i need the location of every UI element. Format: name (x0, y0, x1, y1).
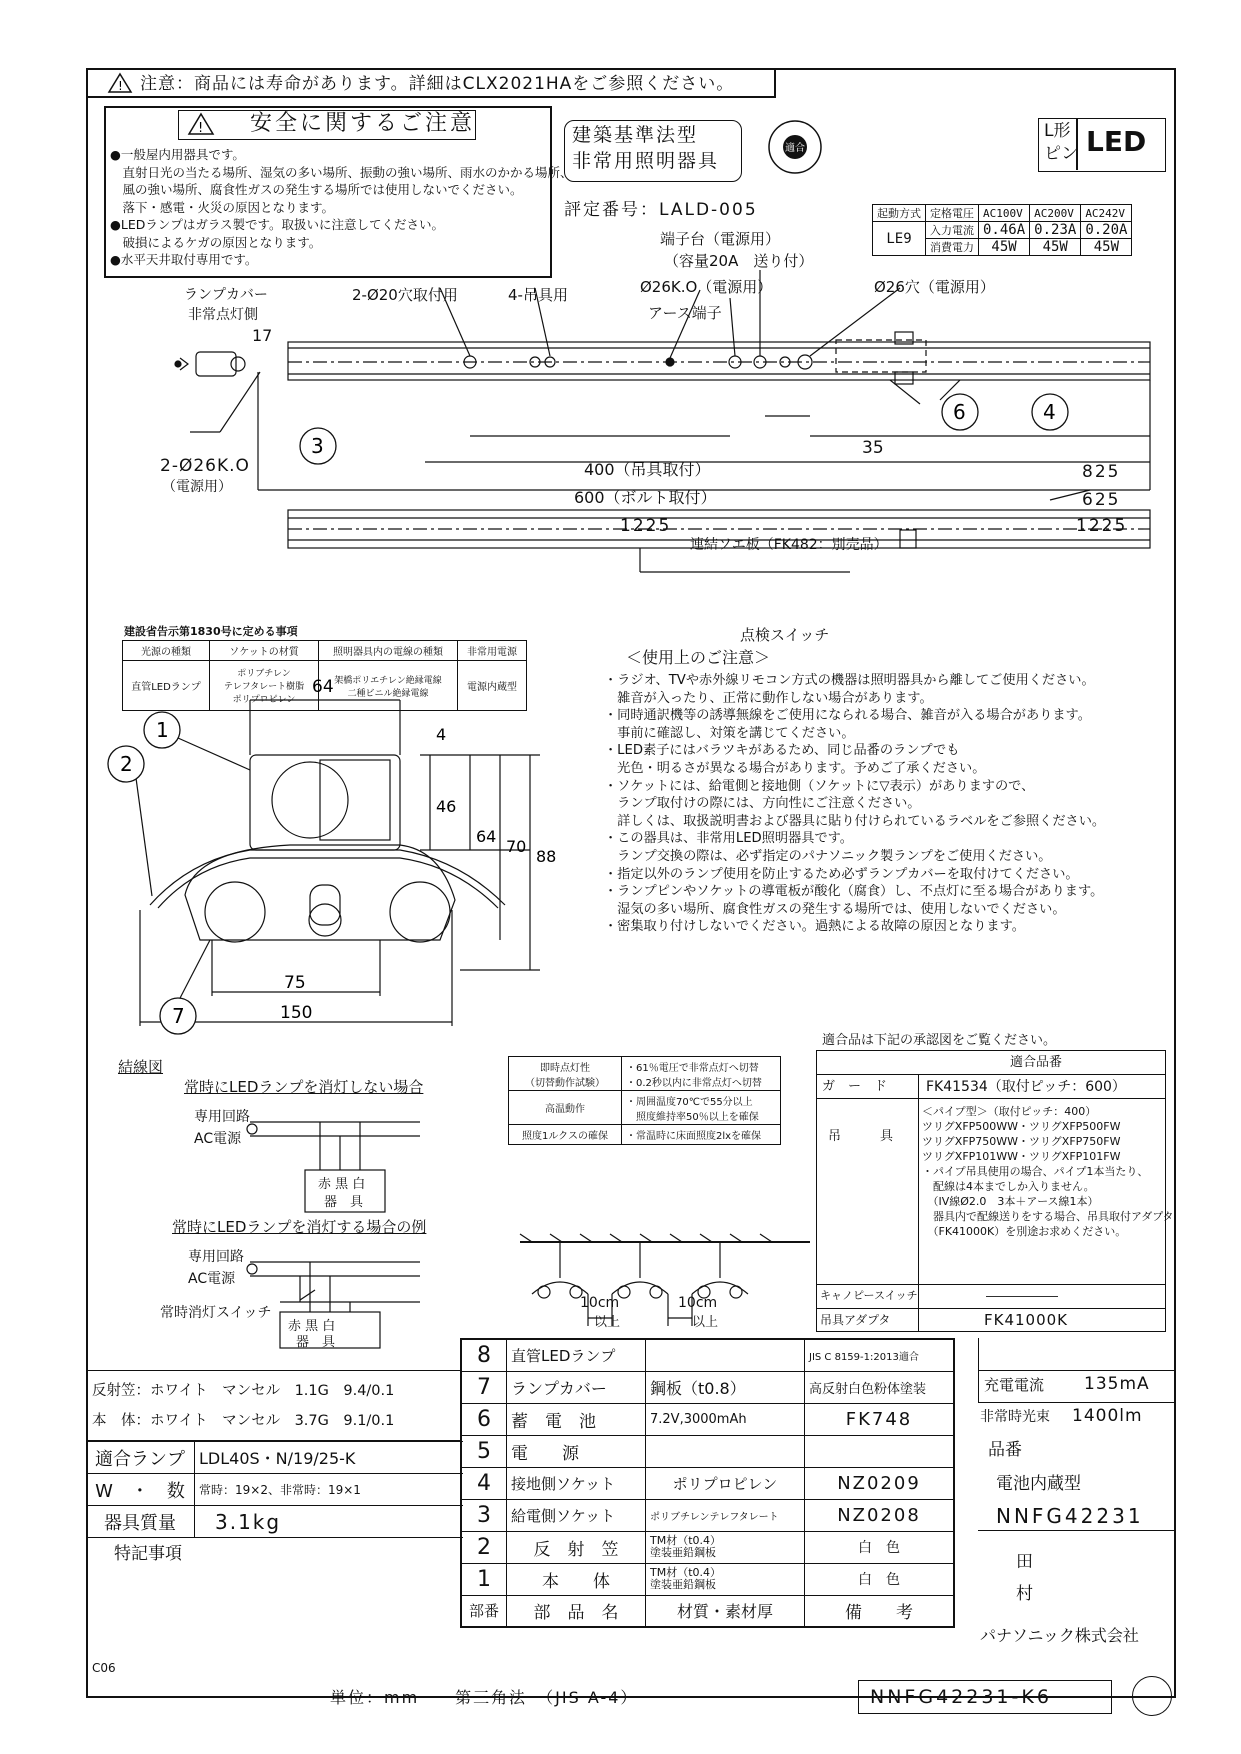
warning-icon (188, 113, 214, 139)
dim-d4: 4 (436, 725, 447, 744)
dim-w64: 64 (312, 677, 334, 697)
flux-label: 非常時光束 (980, 1409, 1050, 1425)
earth-terminal-label: アース端子 (648, 304, 722, 322)
callout-7-label: 7 (172, 1004, 185, 1028)
hanger-label: 吊 具 (828, 1129, 894, 1144)
part-name: 直管LEDランプ (507, 1339, 646, 1371)
spec-cell: 0.20A (1081, 222, 1132, 239)
lamp-type-label-2: ピン (1044, 144, 1078, 164)
part-material: TM材（t0.4） 塗装亜鉛鋼板 (646, 1531, 805, 1563)
spec-header: 定格電圧 (926, 205, 979, 222)
spec-row-label: 入力電流 (926, 222, 979, 239)
led-logo: LED (1086, 125, 1147, 158)
hanger-line: ツリグXFP500WW・ツリグXFP500FW (922, 1120, 1121, 1133)
usage-line: ランプ取付けの際には、方向性にご注意ください。 (604, 796, 921, 812)
usage-line: ・指定以外のランプ使用を防止するため必ずランプカバーを取付けてください。 (604, 866, 1079, 882)
drawing-number: NNFG42231-K6 (870, 1686, 1052, 1708)
dim-d64: 64 (476, 827, 497, 846)
spec-header: AC200V (1030, 205, 1081, 222)
spec-cell: 45W (1081, 239, 1132, 256)
dim-600: 600（ボルト取付） (574, 488, 717, 507)
dim-400: 400（吊具取付） (584, 460, 711, 479)
knockout-power-label: Ø26K.O（電源用） (640, 278, 773, 296)
part-name: 反 射 笠 (507, 1531, 646, 1563)
terminal-block-label: 端子台（電源用） (660, 230, 781, 248)
safety-line: 落下・感電・火災の原因となります。 (110, 199, 335, 215)
lamp-label: 適合ランプ (86, 1442, 195, 1474)
safety-line: 破損によるケガの原因となります。 (110, 234, 322, 250)
dim-17: 17 (252, 326, 273, 345)
emergency-value: ・61％電圧で非常点灯へ切替 ・0.2秒以内に非常点灯へ切替 (622, 1057, 781, 1091)
warning-icon (108, 73, 132, 97)
compatible-note: 適合品は下記の承認図をご覧ください。 (822, 1033, 1057, 1048)
dim-d46: 46 (436, 797, 457, 816)
emergency-label: 照度1ルクスの確保 (509, 1125, 622, 1145)
part-note: 白 色 (805, 1563, 955, 1595)
notice-cell: 架橋ポリエチレン絶縁電線 二種ビニル絶縁電線 (319, 661, 458, 711)
part-no: 8 (461, 1339, 507, 1371)
weight-label: 器具質量 (86, 1506, 195, 1538)
fixture-type: 電池内蔵型 (996, 1474, 1081, 1494)
hanger-line: ツリグXFP101WW・ツリグXFP101FW (922, 1150, 1121, 1163)
svg-text:!: ! (118, 79, 123, 93)
spacing-2: 10cm (678, 1295, 718, 1311)
hanger-line: 配線は4本までしか入りません。 (922, 1180, 1095, 1193)
notes-label: 特記事項 (114, 1544, 182, 1564)
usage-line: ・同時通訳機等の誘導無線をご使用になられる場合、雑音が入る場合があります。 (604, 708, 1091, 724)
terminal-capacity-label: （容量20A 送り付） (664, 252, 814, 270)
notice-cell: 電源内蔵型 (458, 661, 527, 711)
svg-text:適合: 適合 (785, 143, 805, 154)
callout-6-label: 6 (953, 400, 966, 424)
model-number: NNFG42231 (996, 1504, 1144, 1528)
adapter-label: 吊具アダプタ (820, 1313, 891, 1327)
dedicated-circuit-2: 専用回路 (188, 1249, 244, 1265)
part-material: TM材（t0.4） 塗装亜鉛鋼板 (646, 1563, 805, 1595)
sign-2: 村 (1016, 1584, 1033, 1604)
part-note: 白 色 (805, 1531, 955, 1563)
notice-header: 照明器具内の電線の種類 (319, 641, 458, 661)
hanger-line: （IV線Ø2.0 3本＋アース線1本） (922, 1195, 1099, 1208)
joint-plate-label: 連結ソエ板（FK482：別売品） (690, 537, 888, 553)
part-material (646, 1339, 805, 1371)
hanger-line: （FK41000K）を別途お求めください。 (922, 1225, 1127, 1238)
dim-1225-right: 1225 (1076, 516, 1128, 536)
part-note: FK748 (805, 1403, 955, 1435)
watt-label: W ・ 数 (86, 1474, 195, 1506)
part-no: 6 (461, 1403, 507, 1435)
spec-cell: 0.46A (979, 222, 1030, 239)
charge-value: 135mA (1084, 1374, 1150, 1394)
emergency-label: 高温動作 (509, 1091, 622, 1125)
cert-line-1: 建築基準法型 (572, 124, 699, 146)
part-no: 4 (461, 1467, 507, 1499)
spec-cell: 45W (979, 239, 1030, 256)
usage-line: 雑音が入ったり、正常に動作しない場合があります。 (604, 690, 933, 706)
part-no: 5 (461, 1435, 507, 1467)
spec-row-label: 消費電力 (926, 239, 979, 256)
notice-header: 光源の種類 (123, 641, 210, 661)
dim-1225: 1225 (620, 516, 672, 536)
svg-text:!: ! (198, 121, 204, 136)
usage-line: ・密集取り付けしないでください。過熱による故障の原因となります。 (604, 919, 1025, 935)
part-note: NZ0209 (805, 1467, 955, 1499)
part-material (646, 1435, 805, 1467)
callout-2-label: 2 (120, 752, 133, 776)
check-switch-label: 点検スイッチ (740, 626, 830, 644)
parts-footer-name: 部 品 名 (507, 1595, 646, 1627)
notice-header: 非常用電源 (458, 641, 527, 661)
hanger-lines (922, 1104, 1173, 1239)
usage-line: 詳しくは、取扱説明書および器具に貼り付けられているラベルをご参照ください。 (604, 813, 1106, 829)
part-name: 給電側ソケット (507, 1499, 646, 1531)
usage-notes (604, 672, 1105, 936)
lamp-value: LDL40S・N/19/25-K (195, 1442, 464, 1474)
safety-lines (110, 146, 573, 269)
hanger-line: ＜パイプ型＞（取付ピッチ：400） (922, 1105, 1097, 1118)
wire-colors-2: 赤 黒 白 (288, 1319, 336, 1334)
notice-cell: ポリブチレン テレフタレート樹脂 ポリプロピレン (210, 661, 319, 711)
emergency-side-label: 非常点灯側 (188, 307, 258, 323)
adapter-value: FK41000K (984, 1311, 1069, 1329)
lamp-cover-label: ランプカバー (184, 287, 268, 303)
charge-label: 充電電流 (984, 1376, 1045, 1394)
part-note: JIS C 8159-1:2013適合 (805, 1339, 955, 1371)
safety-line: ●LEDランプはガラス製です。取扱いに注意してください。 (110, 217, 445, 232)
part-no: 2 (461, 1531, 507, 1563)
company-name: パナソニック株式会社 (980, 1626, 1139, 1645)
spec-table (872, 204, 1132, 256)
spacing-1: 10cm (580, 1295, 620, 1311)
footer-units: 単位：mm 第三角法 （JIS A-4） (330, 1688, 639, 1707)
certification-seal (766, 118, 824, 180)
usage-line: ランプ交換の際は、必ず指定のパナソニック製ランプをご使用ください。 (604, 848, 1052, 864)
safety-title: 安全に関するご注意 (250, 111, 476, 136)
emergency-value: ・常温時に床面照度2lxを確保 (622, 1125, 781, 1145)
cert-line-2: 非常用照明器具 (572, 150, 720, 172)
notice-header: ソケットの材質 (210, 641, 319, 661)
part-no: 3 (461, 1499, 507, 1531)
part-no-label: 品番 (988, 1440, 1022, 1460)
spec-model: LE9 (873, 222, 926, 256)
always-off-switch: 常時消灯スイッチ (160, 1305, 272, 1321)
part-note: 高反射白色粉体塗装 (805, 1371, 955, 1403)
hole-power-label: Ø26穴（電源用） (874, 278, 995, 296)
spec-header: AC242V (1081, 205, 1132, 222)
safety-line: ●水平天井取付専用です。 (110, 252, 258, 267)
spacing-1-sub: 以上 (594, 1315, 621, 1330)
hangers-label: 4-吊具用 (508, 286, 568, 304)
spec-cell: 45W (1030, 239, 1081, 256)
parts-table (460, 1338, 955, 1628)
usage-line: 事前に確認し、対策を講じてください。 (604, 725, 855, 741)
holes-mount-label: 2-Ø20穴取付用 (352, 286, 458, 304)
part-no: 7 (461, 1371, 507, 1403)
part-name: 接地側ソケット (507, 1467, 646, 1499)
knockout-2-label: 2-Ø26K.O (160, 456, 250, 476)
spec-header: 起動方式 (873, 205, 926, 222)
dim-d88: 88 (536, 847, 557, 866)
spacing-2-sub: 以上 (692, 1315, 719, 1330)
callout-1-label: 1 (156, 718, 169, 742)
usage-line: ・LED素子にはバラツキがあるため、同じ品番のランプでも (604, 743, 960, 759)
part-no: 1 (461, 1563, 507, 1595)
part-note: NZ0208 (805, 1499, 955, 1531)
callout-4-label: 4 (1043, 400, 1056, 424)
front-view-drawing (150, 300, 1180, 640)
guard-value: FK41534（取付ピッチ：600） (926, 1079, 1126, 1095)
part-name: 本 体 (507, 1563, 646, 1595)
spec-header: AC100V (979, 205, 1030, 222)
safety-line: 直射日光の当たる場所、湿気の多い場所、振動の強い場所、雨水のかかる場所、 (110, 164, 573, 180)
usage-line: 湿気の多い場所、腐食性ガスの発生する場所では、使用しないでください。 (604, 901, 1066, 917)
flux-value: 1400lm (1072, 1406, 1143, 1426)
knockout-2-sub: （電源用） (162, 479, 232, 495)
part-name: 電 源 (507, 1435, 646, 1467)
dim-w150: 150 (280, 1003, 313, 1023)
dim-35: 35 (862, 438, 884, 458)
safety-line: ●一般屋内用器具です。 (110, 147, 245, 162)
footer-code: C06 (92, 1661, 116, 1675)
dedicated-circuit-1: 専用回路 (194, 1109, 250, 1125)
part-name: ランプカバー (507, 1371, 646, 1403)
fixture-1: 器 具 (324, 1195, 364, 1210)
sign-1: 田 (1016, 1552, 1033, 1572)
lamp-type-label-1: L形 (1044, 121, 1071, 141)
wiring-title: 結線図 (118, 1058, 164, 1076)
ac-power-2: AC電源 (188, 1271, 236, 1287)
usage-notes-title: ＜使用上のご注意＞ (626, 648, 771, 667)
spacing-diagram (520, 1234, 810, 1334)
notice-cell: 直管LEDランプ (123, 661, 210, 711)
callout-3-label: 3 (311, 434, 324, 458)
spec-cell: 0.23A (1030, 222, 1081, 239)
parts-footer-note: 備 考 (805, 1595, 955, 1627)
parts-footer-material: 材質・素材厚 (646, 1595, 805, 1627)
usage-line: 光色・明るさが異なる場合があります。予めご了承ください。 (604, 760, 986, 776)
dim-825: 825 (1082, 462, 1121, 482)
wiring-case-2: 常時にLEDランプを消灯する場合の例 (172, 1218, 427, 1236)
guard-label: ガ ー ド (822, 1079, 888, 1094)
caution-text: 注意：商品には寿命があります。詳細はCLX2021HAをご参照ください。 (140, 74, 735, 94)
hanger-line: ・パイプ吊具使用の場合、パイプ1本当たり、 (922, 1165, 1149, 1178)
part-name: 蓄 電 池 (507, 1403, 646, 1435)
usage-line: ・ラジオ、TVや赤外線リモコン方式の機器は照明器具から離してご使用ください。 (604, 673, 1095, 688)
dim-d70: 70 (506, 837, 527, 856)
body-color: 本 体：ホワイト マンセル 3.7G 9.1/0.1 (92, 1413, 395, 1429)
part-material: 鋼板（t0.8） (646, 1371, 805, 1403)
canopy-value: ―――――― (986, 1289, 1058, 1303)
usage-line: ・この器具は、非常用LED照明器具です。 (604, 831, 853, 847)
part-material: ポリプロピレン (646, 1467, 805, 1499)
left-info-table (86, 1441, 463, 1538)
wire-colors-1: 赤 黒 白 (318, 1177, 366, 1192)
part-material: ポリブチレンテレフタレート (646, 1499, 805, 1531)
wiring-diagram (240, 1100, 440, 1360)
watt-value: 常時：19×2、非常時：19×1 (195, 1474, 464, 1506)
safety-line: 風の強い場所、腐食性ガスの発生する場所では使用しないでください。 (110, 182, 523, 197)
usage-line: ・ランプピンやソケットの導電板が酸化（腐食）し、不点灯に至る場合があります。 (604, 884, 1104, 900)
part-material: 7.2V,3000mAh (646, 1403, 805, 1435)
fixture-2: 器 具 (296, 1335, 336, 1350)
reflector-color: 反射笠：ホワイト マンセル 1.1G 9.4/0.1 (92, 1383, 395, 1399)
canopy-label: キャノピースイッチ (820, 1289, 918, 1302)
part-note (805, 1435, 955, 1467)
usage-line: ・ソケットには、給電側と接地側（ソケットに▽表示）がありますので、 (604, 778, 1035, 794)
hanger-line: ツリグXFP750WW・ツリグXFP750FW (922, 1135, 1121, 1148)
dim-625: 625 (1082, 490, 1121, 510)
hanger-line: 器具内で配線送りをする場合、吊具取付アダプタ (922, 1210, 1174, 1223)
emergency-table (508, 1056, 781, 1145)
notice-1830-title: 建設省告示第1830号に定める事項 (124, 625, 298, 638)
wiring-case-1: 常時にLEDランプを消灯しない場合 (184, 1078, 424, 1096)
emergency-label: 即時点灯性 （切替動作試験） (509, 1057, 622, 1091)
dim-w75: 75 (284, 973, 306, 993)
parts-footer-no: 部番 (461, 1595, 507, 1627)
ac-power-1: AC電源 (194, 1131, 242, 1147)
weight-value: 3.1kg (195, 1506, 464, 1538)
rating-number: 評定番号：LALD-005 (564, 200, 758, 220)
emergency-value: ・周囲温度70℃で55分以上 照度維持率50％以上を確保 (622, 1091, 781, 1125)
compatible-header: 適合品番 (1010, 1055, 1063, 1070)
revision-circle (1132, 1676, 1172, 1716)
